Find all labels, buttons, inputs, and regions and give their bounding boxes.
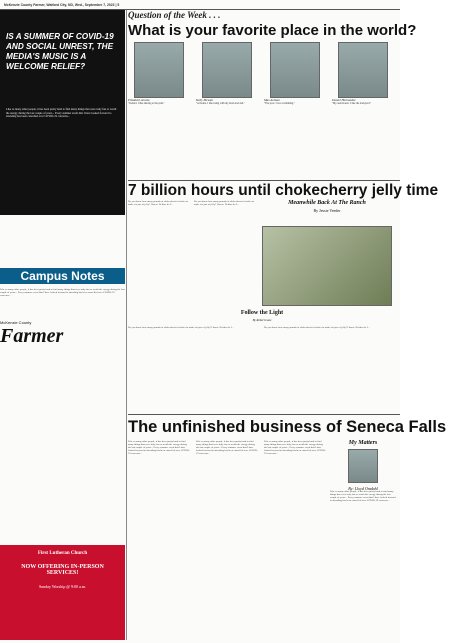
masthead — [0, 320, 125, 410]
ad-line1: First Lutheran Church — [37, 551, 88, 556]
question-of-week — [128, 10, 417, 190]
chokecherry-photo — [262, 226, 392, 306]
answer-text: "My aunt Karen. I like the backyard." — [332, 102, 372, 105]
masthead-name: Farmer — [0, 325, 64, 347]
ad-line3: Sunday Worship @ 9:00 a.m. — [38, 584, 87, 589]
opinion-banner — [0, 10, 125, 215]
masthead-subtitle: McKenzie County — [0, 320, 32, 325]
answer-text: "The pool. I love swimming." — [264, 102, 295, 105]
answer-4 — [332, 42, 394, 105]
church-ad — [0, 545, 125, 640]
photo-1 — [134, 42, 184, 98]
column-header — [262, 200, 392, 222]
lead-body-col2: Do you know how many pounds of chokecherries it takes to make six jars of jelly? I know. Neither do I... — [194, 200, 255, 207]
question-title: Question of the Week . . . — [128, 10, 221, 20]
seneca-column-title: My Matters — [348, 440, 378, 446]
answer-name: Kelly Mewah — [196, 98, 213, 102]
answer-name: Daniel Hernandez — [332, 98, 356, 102]
answer-text: "Ireland. I like sharing at the park." — [128, 102, 165, 105]
columnist-photo — [348, 449, 378, 483]
seneca-headline: The unfinished business of Seneca Falls — [128, 418, 447, 436]
seneca-body-1: Like so many other people, it has been pretty hard to find many things that were truly fun or worth the energy during the last couple of years... Every summer event that I have looked forward to attending has been cancelled over COVID-19 concerns... — [128, 440, 190, 456]
banner-body: Like so many other people, it has been pretty hard to find many things that were truly fun or worth the energy during the last couple of years... Every summer event that I have looked forward to attending has been cancelled over COVID-19 concerns... — [6, 108, 117, 119]
answer-1 — [128, 42, 190, 105]
seneca-body-3: Like so many other people, it has been pretty hard to find many things that were truly fun or worth the energy during the last couple of years... Every summer event that I have looked forward to attending has been cancelled over COVID-19 concerns... — [264, 440, 326, 456]
answer-name: Elizabeth Acosta — [128, 98, 150, 102]
ad-line2: NOW OFFERING IN-PERSON SERVICES! — [21, 564, 104, 576]
seneca-body-4: Like so many other people, it has been pretty hard to find many things that were truly fun or worth the energy during the last couple of years... Every summer event that I have looked forward to attending has been cancelled over COVID-19 concerns... — [330, 490, 396, 503]
answer-3 — [264, 42, 326, 105]
seneca-column-header — [330, 440, 396, 491]
answer-text: "At home. I like being with my mom and dad." — [196, 102, 245, 105]
section-rule — [128, 414, 400, 415]
banner-headline: IS A SUMMER OF COVID-19 AND SOCIAL UNREST, THE MEDIA'S MUSIC IS A WELCOME RELIEF? — [6, 32, 114, 71]
section-rule — [128, 180, 400, 181]
follow-light-body-1: Do you know how many pounds of chokecherries it takes to make six jars of jelly? I know. Neither do I... — [128, 326, 234, 329]
column-rule — [126, 10, 127, 640]
column-title: Meanwhile Back At The Ranch — [288, 200, 366, 206]
campus-notes-title: Campus Notes — [0, 268, 125, 284]
follow-light-title: Follow the Light — [240, 310, 284, 316]
photo-2 — [202, 42, 252, 98]
page-header: McKenzie County Farmer, Watford City, ND, Wed., September 7, 2022 | 5 — [4, 3, 120, 7]
question-text: What is your favorite place in the world? — [128, 22, 417, 39]
photo-3 — [270, 42, 320, 98]
follow-light-byline: By Robert Lane — [252, 318, 272, 322]
photo-4 — [338, 42, 388, 98]
column-byline: By Jessie Veeder — [313, 208, 341, 213]
campus-notes-body: Like so many other people, it has been pretty hard to find many things that were truly fun or worth the energy during the last couple of years... Every summer event that I have looked forward to attending has been cancelled over COVID-19 concerns... — [0, 288, 125, 298]
seneca-body-2: Like so many other people, it has been pretty hard to find many things that were truly fun or worth the energy during the last couple of years... Every summer event that I have looked forward to attending has been cancelled over COVID-19 concerns... — [196, 440, 258, 456]
follow-light-body-2: Do you know how many pounds of chokecherries it takes to make six jars of jelly? I know. Neither do I... — [264, 326, 370, 329]
seneca-byline: By: Lloyd Omdahl — [348, 486, 378, 491]
lead-headline: 7 billion hours until chokecherry jelly time — [128, 182, 439, 199]
answer-name: Max Arnkan — [264, 98, 280, 102]
lead-body-col1: Do you know how many pounds of chokecherries it takes to make six jars of jelly? I know. Neither do I... — [128, 200, 189, 207]
answer-2 — [196, 42, 258, 105]
